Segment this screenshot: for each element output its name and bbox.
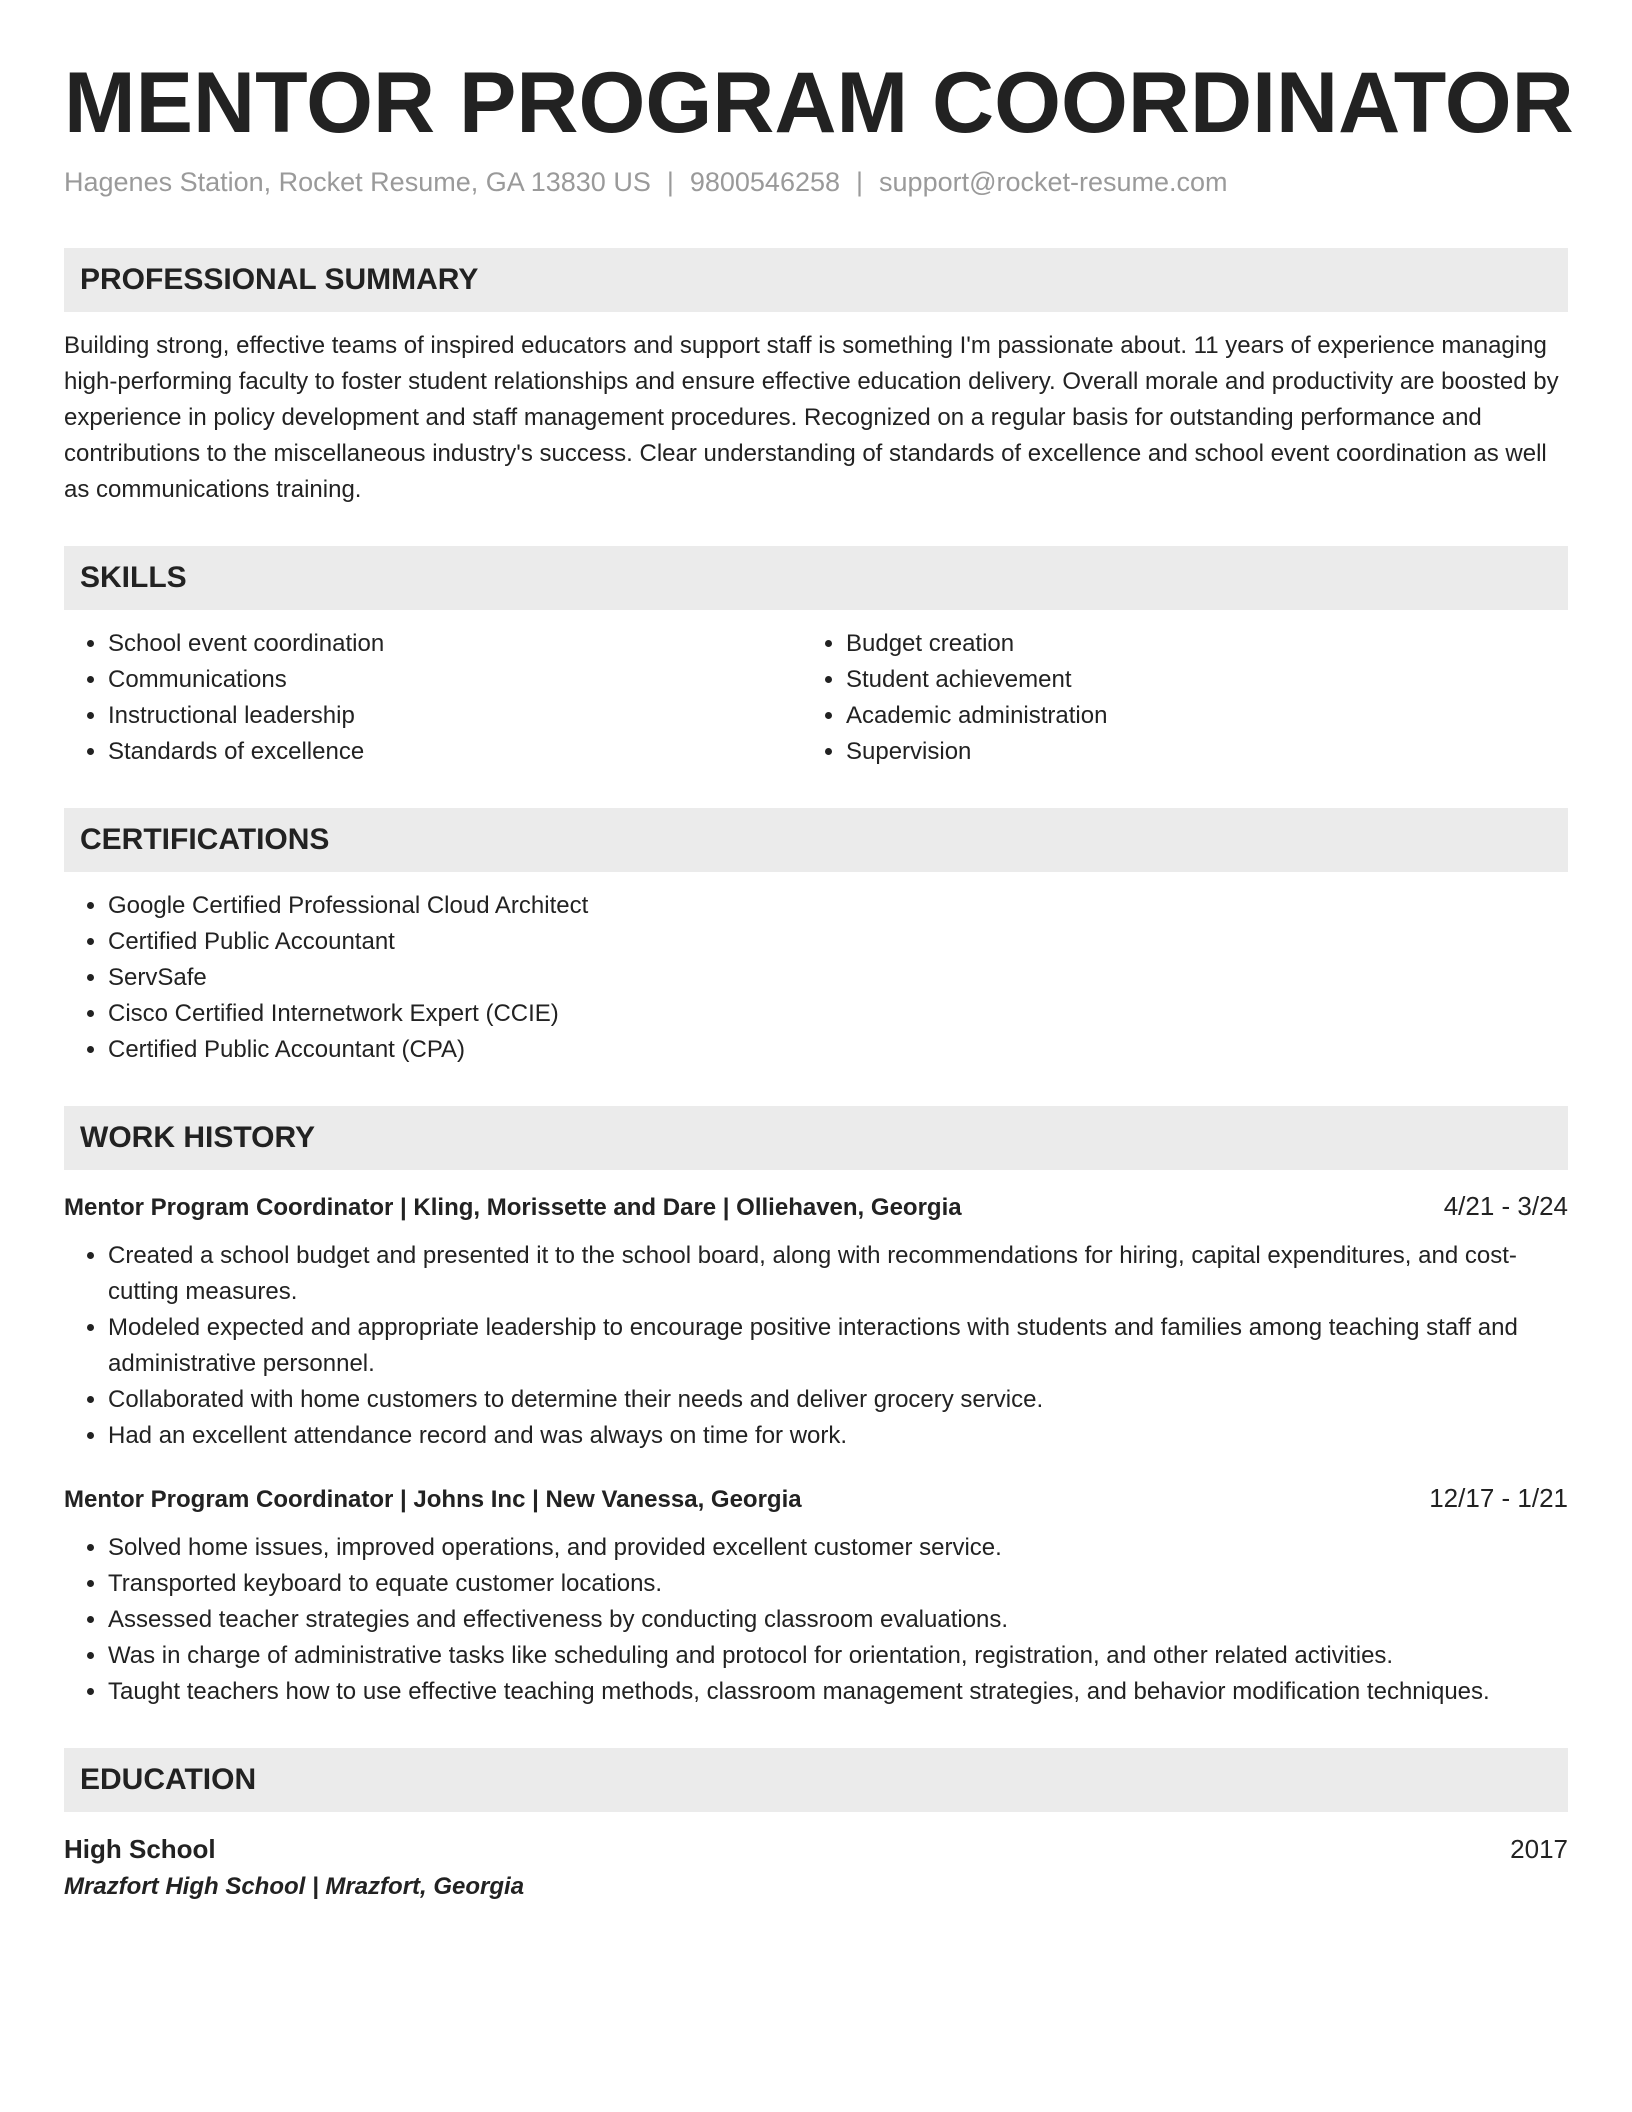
education-year: 2017 xyxy=(1510,1833,1568,1864)
candidate-name: MENTOR PROGRAM COORDINATOR xyxy=(64,55,1574,151)
contact-email: support@rocket-resume.com xyxy=(879,166,1228,197)
job-bullet: • Created a school budget and presented it to the school board, along with recommendations for hiring, capital expenditures, and cost-cutting measures. xyxy=(108,1238,1568,1310)
job-bullet: • Modeled expected and appropriate leadership to encourage positive interactions with students and families among teaching staff and administrative personnel. xyxy=(108,1310,1568,1382)
job-header xyxy=(64,1480,1568,1518)
job-bullet: • Had an excellent attendance record and was always on time for work. xyxy=(108,1418,1568,1454)
contact-separator: | xyxy=(666,166,674,197)
certification-item: • Google Certified Professional Cloud Architect xyxy=(108,888,1568,924)
job-dates: 12/17 - 1/21 xyxy=(1429,1482,1568,1513)
job-title: Mentor Program Coordinator | Johns Inc | New Vanessa, Georgia xyxy=(64,1485,802,1513)
certification-item: • Cisco Certified Internetwork Expert (CCIE) xyxy=(108,996,1568,1032)
skill-item: • School event coordination xyxy=(108,626,816,662)
summary-text: Building strong, effective teams of inspired educators and support staff is something I'm passionate about. 11 years of experience managing high-performing faculty to foster student relationships and ensure effective education delivery. Overall morale and productivity are boosted by experience in policy development and staff management procedures. Recognized on a regular basis for outstanding performance and contributions to the miscellaneous industry's success. Clear understanding of standards of excellence and school event coordination as well as communications training. xyxy=(64,331,1559,503)
skill-item: • Academic administration xyxy=(846,698,1568,734)
job-bullets xyxy=(64,1238,1568,1454)
skill-item: • Supervision xyxy=(846,734,1568,770)
job-bullet: • Was in charge of administrative tasks like scheduling and protocol for orientation, registration, and other related activities. xyxy=(108,1638,1568,1674)
contact-address: Hagenes Station, Rocket Resume, GA 13830 US xyxy=(64,166,651,197)
job-header xyxy=(64,1188,1568,1226)
section-heading-work-history: WORK HISTORY xyxy=(64,1106,1568,1170)
job-bullet: • Solved home issues, improved operations, and provided excellent customer service. xyxy=(108,1530,1568,1566)
section-heading-education: EDUCATION xyxy=(64,1748,1568,1812)
skills-list-right xyxy=(816,626,1568,770)
job-entry xyxy=(64,1480,1568,1710)
skill-item: • Standards of excellence xyxy=(108,734,816,770)
certification-item: • ServSafe xyxy=(108,960,1568,996)
skill-item: • Student achievement xyxy=(846,662,1568,698)
job-bullet: • Assessed teacher strategies and effectiveness by conducting classroom evaluations. xyxy=(108,1602,1568,1638)
contact-phone: 9800546258 xyxy=(689,166,841,197)
education-school: Mrazfort High School | Mrazfort, Georgia xyxy=(64,1872,525,1900)
job-entry xyxy=(64,1188,1568,1454)
skills-grid xyxy=(64,626,1568,770)
job-dates: 4/21 - 3/24 xyxy=(1443,1190,1568,1221)
contact-separator: | xyxy=(856,166,864,197)
contact-line xyxy=(64,167,1568,198)
skill-item: • Instructional leadership xyxy=(108,698,816,734)
job-bullet: • Taught teachers how to use effective teaching methods, classroom management strategies, and behavior modification techniques. xyxy=(108,1674,1568,1710)
section-heading-certifications: CERTIFICATIONS xyxy=(64,808,1568,872)
skill-item: • Communications xyxy=(108,662,816,698)
skill-item: • Budget creation xyxy=(846,626,1568,662)
education-degree: High School xyxy=(64,1833,216,1864)
certifications-list xyxy=(64,888,1568,1068)
section-heading-skills: SKILLS xyxy=(64,546,1568,610)
job-bullets xyxy=(64,1530,1568,1710)
skills-list-left xyxy=(64,626,816,770)
education-header xyxy=(64,1830,1568,1868)
job-bullet: • Transported keyboard to equate customer locations. xyxy=(108,1566,1568,1602)
job-title: Mentor Program Coordinator | Kling, Morissette and Dare | Olliehaven, Georgia xyxy=(64,1193,962,1221)
certification-item: • Certified Public Accountant xyxy=(108,924,1568,960)
job-bullet: • Collaborated with home customers to determine their needs and deliver grocery service. xyxy=(108,1382,1568,1418)
certification-item: • Certified Public Accountant (CPA) xyxy=(108,1032,1568,1068)
section-heading-summary: PROFESSIONAL SUMMARY xyxy=(64,248,1568,312)
